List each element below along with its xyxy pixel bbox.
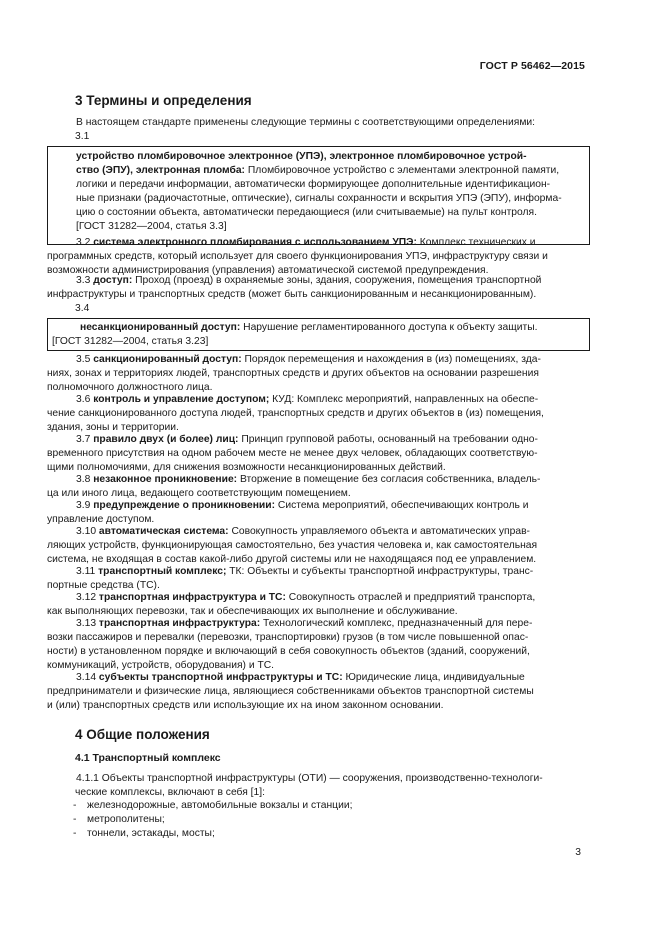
term-3-4-number: 3.4	[75, 303, 90, 314]
paragraph-line	[76, 591, 535, 605]
term-text: Вторжение в помещение без согласия собственника, владель-	[237, 474, 541, 485]
term-text: Совокупность управляемого объекта и автоматических управ-	[228, 526, 530, 537]
term-number: 3.2	[76, 237, 94, 248]
term-text: как выполняющих перевозки, так и обеспечивающих их выполнение и обслуживание.	[47, 606, 458, 617]
paragraph-line	[76, 565, 533, 579]
paragraph-line	[76, 178, 550, 192]
term-text: цию о состоянии объекта, автоматически передающиеся (или считываемые) на пульт контроля.	[76, 207, 537, 218]
term-text: ные признаки (радиочастотные, оптические), сигналы сохранности и вскрытия УПЭ (ЭПУ), информа-	[76, 193, 562, 204]
term-text: коммуникаций, устройств, оборудования) и ТС.	[47, 660, 275, 671]
section-3-title: 3 Термины и определения	[75, 93, 252, 108]
term-text: система, не входящая в состав какой-либо другой системы или не находящаяся под ее управлением.	[47, 554, 537, 565]
term-text: Пломбировочное устройство с элементами электронной памяти,	[244, 165, 560, 176]
term-text: Нарушение регламентированного доступа к объекту защиты.	[240, 322, 538, 333]
paragraph-line	[47, 367, 539, 381]
term-number: 3.10	[76, 526, 99, 537]
paragraph-line	[47, 539, 537, 553]
term-3-1-number: 3.1	[75, 131, 90, 142]
term-name: транспортная инфраструктура:	[98, 618, 261, 629]
term-text: программных средств, который использует для своего функционирования УПЭ, инфраструктуру связи и	[47, 251, 548, 262]
page-number: 3	[575, 847, 581, 858]
term-text: Юридические лица, индивидуальные	[342, 672, 525, 683]
term-text: Комплекс технических и	[416, 237, 536, 248]
section-3-intro: В настоящем стандарте применены следующие термины с соответствующими определениями:	[76, 117, 536, 128]
term-name: санкционированный доступ:	[93, 354, 242, 365]
para-4-1-1-line-1: 4.1.1 Объекты транспортной инфраструктуры (ОТИ) — сооружения, производственно-технологи-	[76, 773, 543, 784]
term-text: Система мероприятий, обеспечивающих контроль и	[275, 500, 529, 511]
term-text: ниях, зонах и территориях людей, транспортных средств и других объектов на основании разрешения	[47, 368, 539, 379]
term-number: 3.7	[76, 434, 94, 445]
term-number: 3.5	[76, 354, 94, 365]
paragraph-line	[76, 206, 537, 220]
paragraph-line	[76, 433, 538, 447]
term-text: возки пассажиров и перевалки (перевозки, транспортировки) грузов (в том числе повышенной опас-	[47, 632, 529, 643]
term-text: чение санкционированного доступа людей, транспортных средств и других объектов в (из) помещения,	[47, 408, 544, 419]
paragraph-line	[47, 645, 530, 659]
paragraph-line	[47, 407, 544, 421]
term-text: ца или иного лица, ведающего соответствующим помещением.	[47, 488, 351, 499]
term-number: 3.12	[76, 592, 99, 603]
term-name: доступ:	[93, 275, 133, 286]
term-text: Проход (проезд) в охраняемые зоны, здания, сооружения, помещения транспортной	[132, 275, 542, 286]
term-name: ство (ЭПУ), электронная пломба:	[76, 165, 245, 176]
term-name: система электронного пломбирования с использованием УПЭ:	[93, 237, 417, 248]
term-name: контроль и управление доступом;	[93, 394, 270, 405]
term-text: предприниматели и физические лица, являющиеся собственниками объектов транспортной системы	[47, 686, 534, 697]
term-text: возможности администрирования (управления) автоматической системой предупреждения.	[47, 265, 489, 276]
term-number: 3.11	[76, 566, 99, 577]
term-name: незаконное проникновение:	[93, 474, 238, 485]
paragraph-line	[76, 671, 525, 685]
term-number: 3.3	[76, 275, 94, 286]
term-text: Порядок перемещения и нахождения в (из) помещениях, зда-	[241, 354, 541, 365]
term-number: 3.13	[76, 618, 99, 629]
paragraph-line	[76, 499, 529, 513]
term-text: логики и передачи информации, автоматически формирующее дополнительные идентификацион-	[76, 179, 551, 190]
paragraph-line	[76, 525, 530, 539]
paragraph-line	[47, 699, 443, 713]
term-text: Технологический комплекс, предназначенный для пере-	[260, 618, 533, 629]
paragraph-line	[76, 274, 541, 288]
term-text: [ГОСТ 31282—2004, статья 3.23]	[52, 336, 209, 347]
term-name: предупреждение о проникновении:	[93, 500, 276, 511]
paragraph-line	[76, 220, 227, 234]
term-text: КУД: Комплекс мероприятий, направленных на обеспе-	[269, 394, 539, 405]
term-text: [ГОСТ 31282—2004, статья 3.3]	[76, 221, 227, 232]
term-number: 3.6	[76, 394, 94, 405]
term-text: ности) в установленном порядке и включающий в себя совокупность объектов (зданий, сооружений,	[47, 646, 530, 657]
term-name: транспортный комплекс;	[98, 566, 227, 577]
term-name: субъекты транспортной инфраструктуры и ТС:	[98, 672, 343, 683]
term-name: устройство пломбировочное электронное (УПЭ), электронное пломбировочное устрой-	[76, 151, 527, 162]
term-text: здания, зоны и территории.	[47, 422, 179, 433]
paragraph-line	[47, 288, 536, 302]
paragraph-line	[76, 192, 562, 206]
paragraph-line	[47, 250, 548, 264]
term-text: управление доступом.	[47, 514, 155, 525]
paragraph-line	[76, 164, 559, 178]
list-item: железнодорожные, автомобильные вокзалы и станции;	[87, 800, 353, 811]
term-text: щими полномочиями, для снижения возможности несанкционированных действий.	[47, 462, 446, 473]
term-text: полномочного должностного лица.	[47, 382, 213, 393]
paragraph-line	[76, 473, 540, 487]
subsection-4-1-title: 4.1 Транспортный комплекс	[75, 752, 221, 764]
term-number: 3.14	[76, 672, 99, 683]
list-item: тоннели, эстакады, мосты;	[87, 828, 215, 839]
document-header: ГОСТ Р 56462—2015	[479, 60, 585, 72]
term-text: портные средства (ТС).	[47, 580, 160, 591]
term-text: временного присутствия на одном рабочем месте не менее двух человек, обладающих соответствую-	[47, 448, 538, 459]
term-text: инфраструктуры и транспортных средств (может быть санкционированным и несанкционированным).	[47, 289, 537, 300]
term-number: 3.9	[76, 500, 94, 511]
para-4-1-1-line-2: ческие комплексы, включают в себя [1]:	[75, 787, 265, 798]
term-name: правило двух (и более) лиц:	[93, 434, 239, 445]
term-text: и (или) транспортных средств или использующие их на ином законном основании.	[47, 700, 444, 711]
paragraph-line	[47, 631, 528, 645]
paragraph-line	[76, 236, 536, 250]
paragraph-line	[76, 353, 541, 367]
paragraph-line	[52, 335, 208, 349]
paragraph-line	[47, 447, 538, 461]
term-name: автоматическая система:	[98, 526, 229, 537]
term-number: 3.8	[76, 474, 94, 485]
term-name: несанкционированный доступ:	[80, 322, 241, 333]
term-text: ТК: Объекты и субъекты транспортной инфраструктуры, транс-	[226, 566, 534, 577]
list-dash: -	[73, 814, 77, 825]
paragraph-line	[76, 393, 538, 407]
section-4-title: 4 Общие положения	[75, 727, 210, 742]
term-text: ляющих устройств, функционирующая самостоятельно, без участия человека и, как самостоятельная	[47, 540, 538, 551]
paragraph-line	[80, 321, 537, 335]
term-text: Совокупность отраслей и предприятий транспорта,	[285, 592, 536, 603]
paragraph-line	[76, 150, 527, 164]
term-name: транспортная инфраструктура и ТС:	[98, 592, 286, 603]
paragraph-line	[76, 617, 532, 631]
list-dash: -	[73, 800, 77, 811]
term-text: Принцип групповой работы, основанный на требовании одно-	[238, 434, 538, 445]
paragraph-line	[47, 685, 534, 699]
list-item: метрополитены;	[87, 814, 165, 825]
list-dash: -	[73, 828, 77, 839]
